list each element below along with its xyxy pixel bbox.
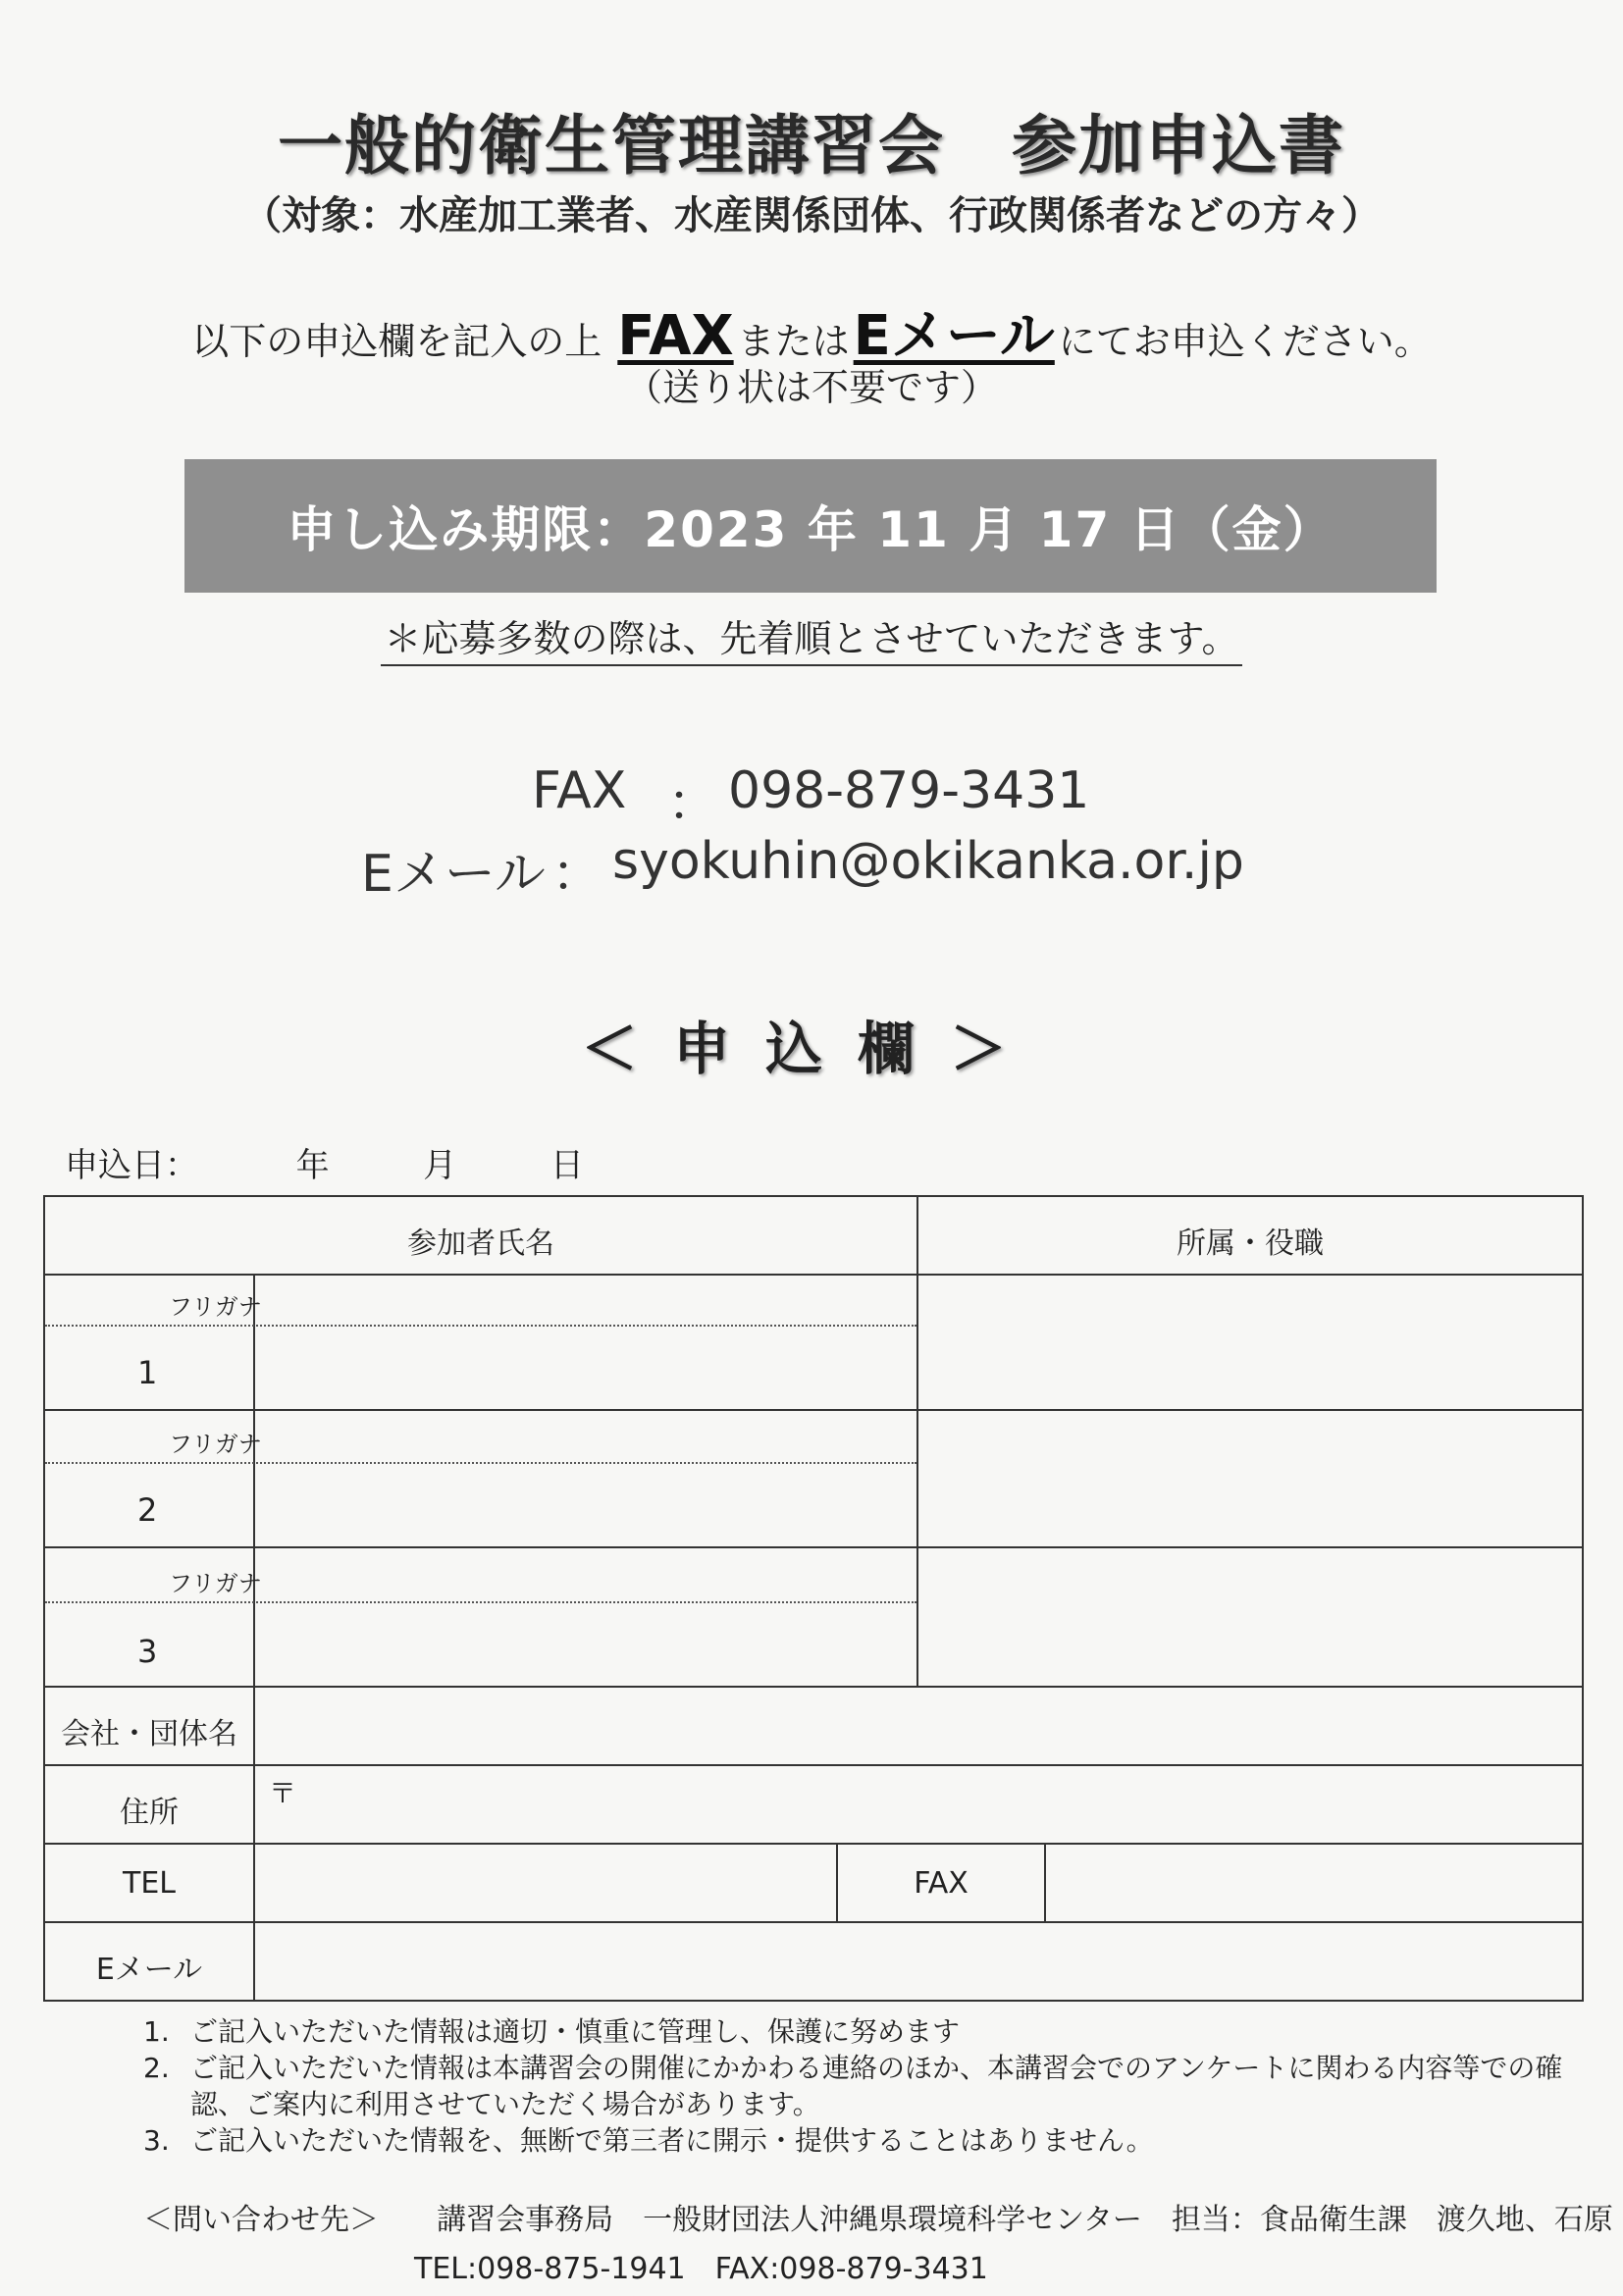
inquiry-label: ＜問い合わせ先＞ (143, 2203, 379, 2237)
participant-name-header: 参加者氏名 (407, 1226, 554, 1261)
inquiry-phone-numbers: TEL:098-875-1941 FAX:098-879-3431 (414, 2252, 988, 2286)
page-subtitle: （対象：水産加工業者、水産関係団体、行政関係者などの方々） (242, 193, 1381, 238)
participant-3-affiliation-field[interactable] (920, 1550, 1580, 1684)
privacy-note-number: 2. (143, 2052, 170, 2084)
instruction-or: または (737, 320, 850, 363)
privacy-note-number: 3. (143, 2124, 170, 2157)
email-label: Eメール (95, 1953, 203, 1987)
participant-1-affiliation-field[interactable] (920, 1278, 1580, 1407)
privacy-note (143, 2050, 1576, 2122)
date-day-label: 日 (550, 1146, 584, 1185)
first-come-note (0, 608, 1623, 662)
contact-fax-row (0, 761, 1623, 833)
furigana-label: フリガナ (169, 1570, 262, 1597)
privacy-note-text: ご記入いただいた情報は適切・慎重に管理し、保護に努めます (190, 2015, 961, 2048)
contact-fax-separator: ： (667, 774, 719, 833)
privacy-note (143, 2013, 1576, 2050)
row-number: 2 (137, 1491, 158, 1529)
fax-label: FAX (914, 1866, 969, 1901)
contact-fax-number: 098-879-3431 (728, 761, 1090, 820)
privacy-notes (143, 2013, 1576, 2159)
instruction-fax: FAX (617, 304, 734, 368)
row-number: 3 (137, 1633, 158, 1670)
contact-email-row (0, 832, 1623, 904)
date-year-label: 年 (295, 1146, 330, 1185)
participant-2-affiliation-field[interactable] (920, 1413, 1580, 1544)
tel-label: TEL (123, 1866, 176, 1901)
deadline-banner (184, 459, 1437, 593)
privacy-note-text: ご記入いただいた情報は本講習会の開催にかかわる連絡のほか、本講習会でのアンケートに関わる内容等での確認、ご案内に利用させていただく場合があります。 (190, 2052, 1563, 2120)
tel-field[interactable] (257, 1847, 834, 1919)
email-field[interactable] (257, 1925, 1580, 1998)
page-title: 一般的衛生管理講習会 参加申込書 (278, 108, 1345, 183)
contact-email-address[interactable]: syokuhin@okikanka.or.jp (612, 832, 1244, 891)
participant-3-name-field[interactable] (257, 1605, 915, 1684)
inquiry-contact (143, 2196, 1613, 2294)
postal-mark: 〒 (269, 1777, 297, 1809)
address-label: 住所 (120, 1796, 179, 1830)
company-label: 会社・団体名 (61, 1717, 237, 1751)
row-number: 1 (137, 1354, 158, 1391)
date-label: 申込日： (65, 1146, 198, 1185)
participant-2-furigana-field[interactable] (257, 1413, 915, 1460)
address-field[interactable] (257, 1768, 1580, 1841)
privacy-note (143, 2122, 1576, 2159)
instruction-suffix: にてお申込ください。 (1058, 320, 1432, 363)
instruction-prefix: 以下の申込欄を記入の上 (191, 320, 602, 363)
privacy-note-number: 1. (143, 2015, 170, 2048)
application-date (65, 1138, 584, 1186)
inquiry-organization: 講習会事務局 一般財団法人沖縄県環境科学センター 担当：食品衛生課 渡久地、石原 (437, 2203, 1613, 2237)
affiliation-header: 所属・役職 (1177, 1226, 1324, 1261)
participant-3-furigana-field[interactable] (257, 1550, 915, 1599)
furigana-label: フリガナ (169, 1293, 262, 1321)
participant-1-name-field[interactable] (257, 1329, 915, 1407)
date-month-label: 月 (423, 1146, 457, 1185)
contact-fax-label: FAX (532, 761, 627, 820)
cover-letter-note: （送り状は不要です） (624, 366, 998, 409)
privacy-note-text: ご記入いただいた情報を、無断で第三者に開示・提供することはありません。 (190, 2124, 1154, 2157)
participant-1-furigana-field[interactable] (257, 1278, 915, 1323)
contact-email-separator: ： (551, 845, 603, 904)
company-field[interactable] (257, 1690, 1580, 1762)
fax-field[interactable] (1048, 1847, 1580, 1919)
instruction-email: Eメール (853, 304, 1055, 368)
furigana-label: フリガナ (169, 1431, 262, 1458)
contact-email-label: Eメール (361, 845, 546, 904)
deadline-text: 申し込み期限：2023 年 11 月 17 日（金） (287, 501, 1335, 558)
participant-2-name-field[interactable] (257, 1466, 915, 1544)
first-come-note-text: ＊応募多数の際は、先着順とさせていただきます。 (381, 617, 1243, 666)
form-heading: ＜申込欄＞ (580, 1016, 1042, 1082)
